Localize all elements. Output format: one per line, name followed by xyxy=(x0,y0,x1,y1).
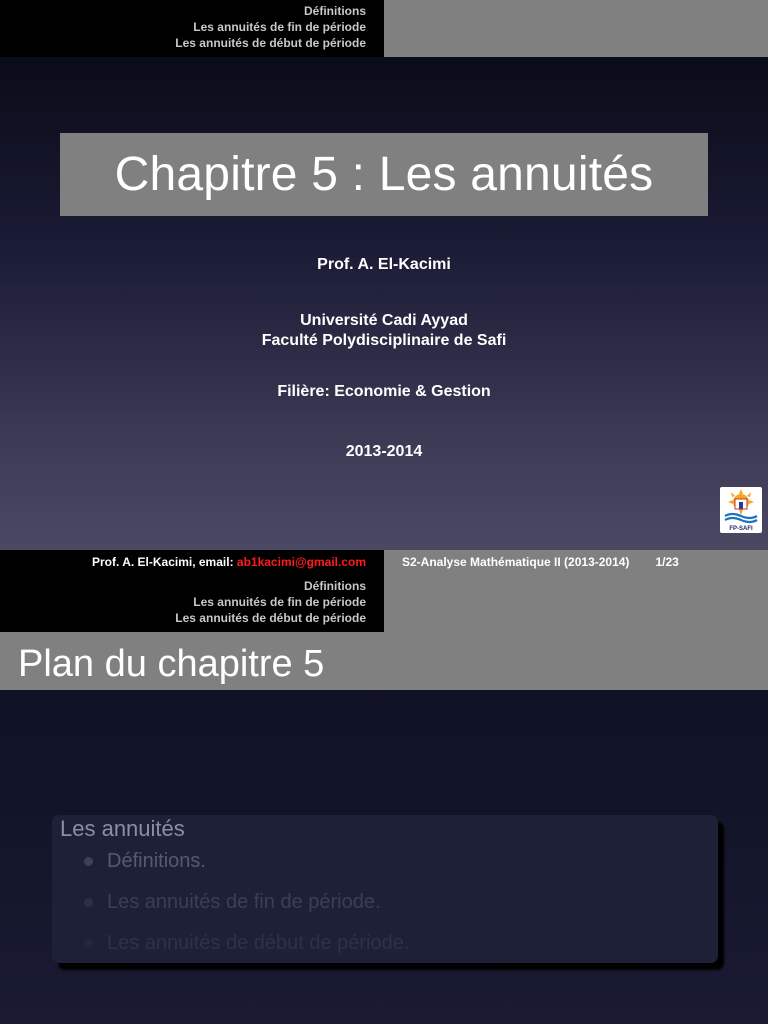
page-number: 1/23 xyxy=(655,555,679,569)
email-link[interactable]: ab1kacimi@gmail.com xyxy=(236,555,366,569)
outline-item-definitions[interactable] xyxy=(84,849,206,873)
title-box xyxy=(60,133,708,216)
university: Université Cadi Ayyad xyxy=(300,312,468,329)
bullet-icon xyxy=(84,857,93,866)
frame-title xyxy=(0,632,768,690)
fp-safi-logo xyxy=(720,487,762,533)
institute xyxy=(0,311,768,351)
outline-section-title[interactable]: Les annuités xyxy=(60,816,185,841)
faculty: Faculté Polydisciplinaire de Safi xyxy=(261,332,507,349)
footline xyxy=(0,550,768,575)
outline-item-fin-periode[interactable] xyxy=(84,890,381,914)
nav-item-definitions[interactable]: Définitions xyxy=(304,579,366,593)
section-nav xyxy=(0,575,384,632)
author: Prof. A. El-Kacimi xyxy=(317,256,451,273)
bullet-icon xyxy=(84,898,93,907)
outline-item-label: Les annuités de fin de période. xyxy=(107,891,381,913)
nav-band xyxy=(0,575,768,632)
footer-author-prefix: Prof. A. El-Kacimi, email: xyxy=(91,555,237,569)
nav-item-debut-periode[interactable]: Les annuités de début de période xyxy=(175,36,366,50)
footer-course xyxy=(384,550,768,575)
outline-item-label: Définitions. xyxy=(107,850,206,872)
nav-item-fin-periode[interactable]: Les annuités de fin de période xyxy=(193,20,366,34)
outline-item-debut-periode[interactable] xyxy=(84,931,409,955)
nav-band xyxy=(0,0,768,57)
slide-plan xyxy=(0,550,768,1024)
section-nav xyxy=(0,0,384,57)
filiere: Filière: Economie & Gestion xyxy=(277,383,491,400)
nav-band-right xyxy=(384,0,768,57)
nav-item-debut-periode[interactable]: Les annuités de début de période xyxy=(175,611,366,625)
footer-author xyxy=(0,550,384,575)
frame-title-text: Plan du chapitre 5 xyxy=(18,643,325,685)
nav-band-right xyxy=(384,575,768,632)
outline-block xyxy=(52,815,718,963)
nav-item-definitions[interactable]: Définitions xyxy=(304,4,366,18)
slide-title-text: Chapitre 5 : Les annuités xyxy=(114,148,654,201)
bullet-icon xyxy=(84,939,93,948)
year: 2013-2014 xyxy=(345,443,423,460)
nav-item-fin-periode[interactable]: Les annuités de fin de période xyxy=(193,595,366,609)
footer-course-title: S2-Analyse Mathématique II (2013-2014) xyxy=(402,555,630,569)
logo-text: FP-SAFI xyxy=(729,526,753,532)
outline-item-label: Les annuités de début de période. xyxy=(107,932,410,954)
